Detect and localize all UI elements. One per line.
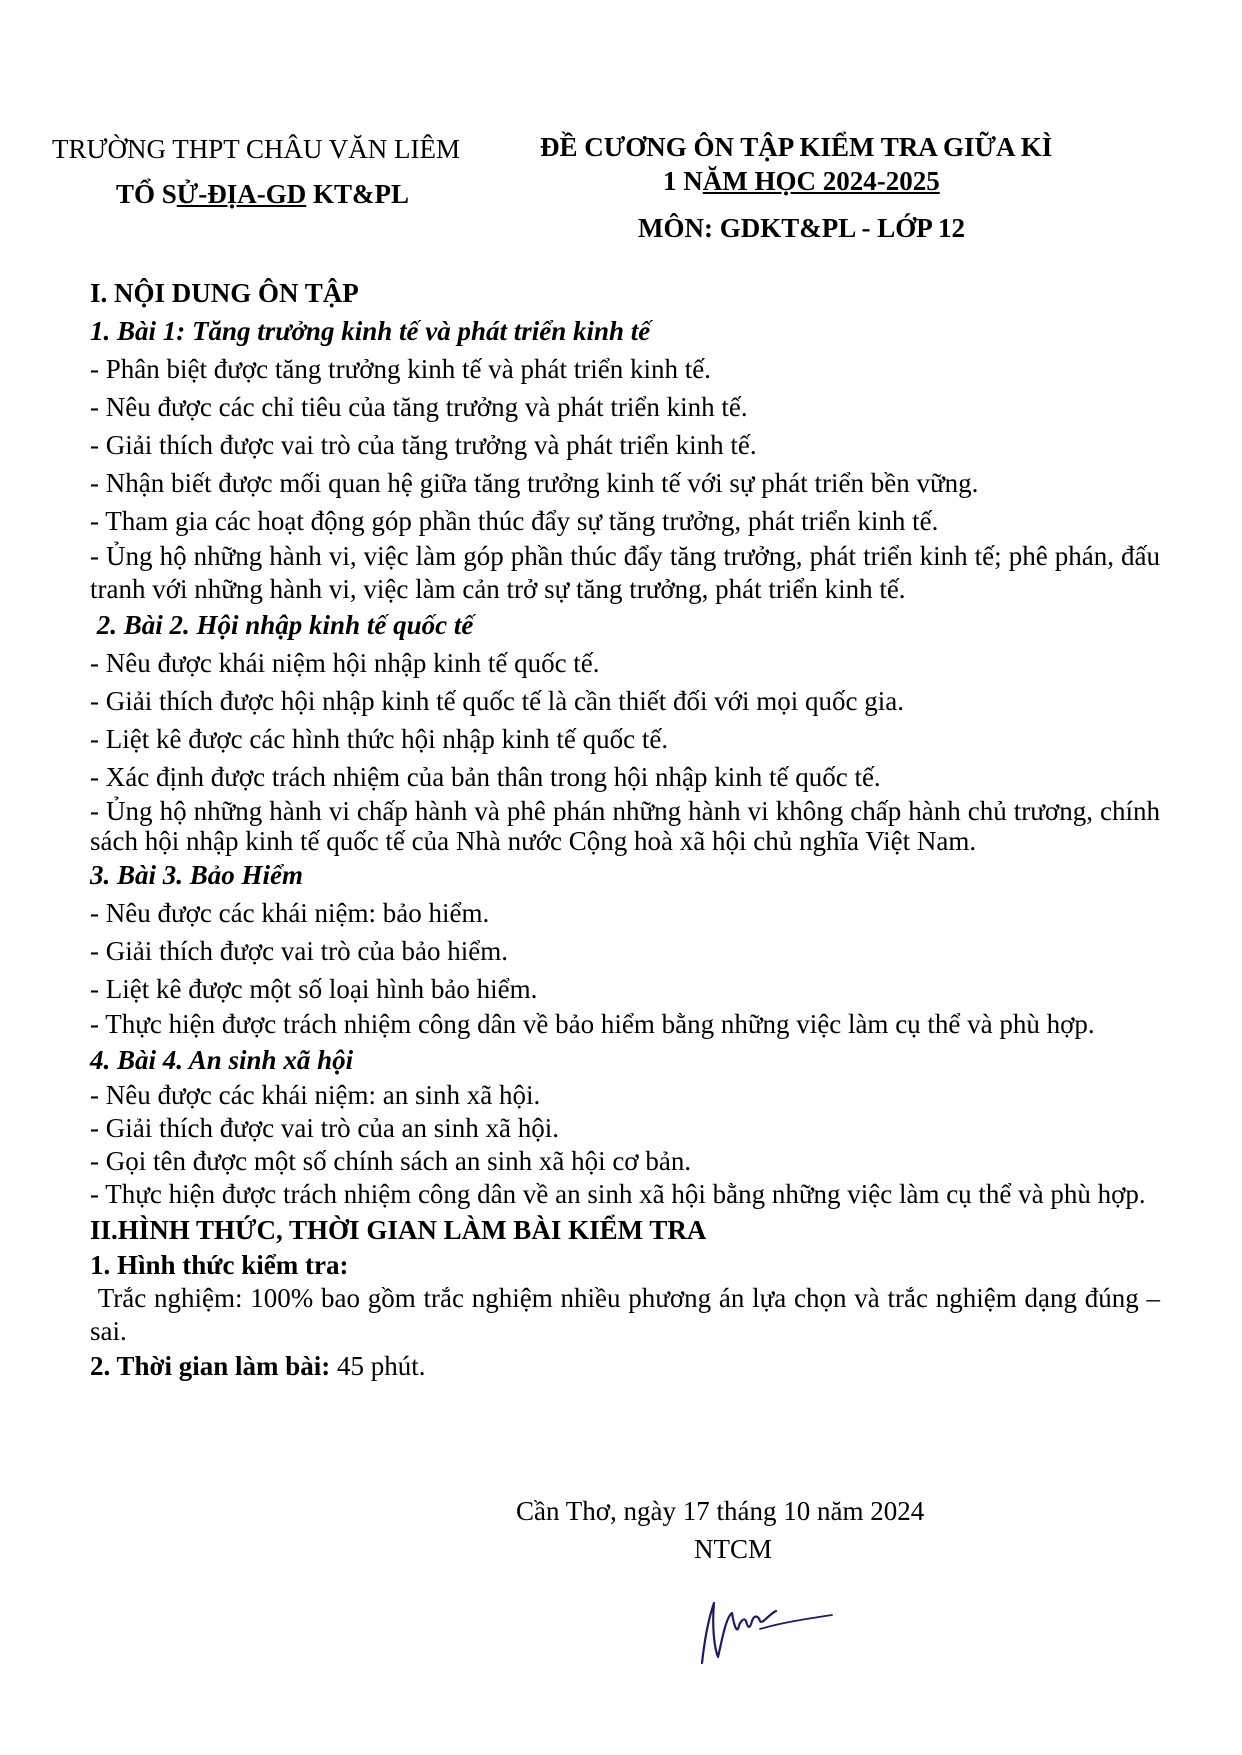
time-line [90,1348,1160,1384]
lesson4-item: - Gọi tên được một số chính sách an sinh xã hội cơ bản. [90,1146,692,1176]
lesson2-item: - Nêu được khái niệm hội nhập kinh tế quốc tế. [90,648,600,678]
form-text: Trắc nghiệm: 100% bao gồm trắc nghiệm nhiều phương án lựa chọn và trắc nghiệm dạng đúng – sai. [90,1283,1167,1346]
time-value: 45 phút. [330,1351,426,1381]
section1-heading: I. NỘI DUNG ÔN TẬP [90,278,359,308]
lesson1-title: 1. Bài 1: Tăng trưởng kinh tế và phát triển kinh tế [90,316,651,346]
lesson1-item: - Giải thích được vai trò của tăng trưởng và phát triển kinh tế. [90,430,757,460]
lesson1-item: - Ủng hộ những hành vi, việc làm góp phần thúc đẩy tăng trưởng, phát triển kinh tế; phê phán, đấu tranh với những hành vi, việc làm cản trở sự tăng trưởng, phát triển kinh tế. [90,541,1160,604]
department-prefix: TỔ S [116,179,177,209]
lesson2-item: - Ủng hộ những hành vi chấp hành và phê phán những hành vi không chấp hành chủ trương, chính sách hội nhập kinh tế quốc tế của Nhà nước Cộng hoà xã hội chủ nghĩa Việt Nam. [90,796,1160,856]
lesson4-item: - Thực hiện được trách nhiệm công dân về an sinh xã hội bằng những việc làm cụ thể và phù hợp. [90,1179,1146,1209]
document-title-line2 [663,165,940,197]
signature-title: NTCM [694,1534,773,1564]
subject-line: MÔN: GDKT&PL - LỚP 12 [638,213,965,243]
lesson3-title: 3. Bài 3. Bảo Hiểm [90,860,304,890]
lesson3-item: - Liệt kê được một số loại hình bảo hiểm. [90,974,538,1004]
lesson3-item: - Nêu được các khái niệm: bảo hiểm. [90,898,490,928]
lesson2-title: 2. Bài 2. Hội nhập kinh tế quốc tế [90,610,474,640]
lesson1-item: - Nêu được các chỉ tiêu của tăng trưởng và phát triển kinh tế. [90,392,748,422]
school-name: TRƯỜNG THPT CHÂU VĂN LIÊM [52,134,460,164]
time-label: 2. Thời gian làm bài: [90,1351,331,1381]
lesson1-item: - Nhận biết được mối quan hệ giữa tăng trưởng kinh tế với sự phát triển bền vững. [90,468,979,498]
signature-date: Cần Thơ, ngày 17 tháng 10 năm 2024 [516,1496,925,1526]
form-label: 1. Hình thức kiểm tra: [90,1250,349,1280]
lesson2-item: - Xác định được trách nhiệm của bản thân trong hội nhập kinh tế quốc tế. [90,762,881,792]
lesson3-item: - Giải thích được vai trò của bảo hiểm. [90,936,509,966]
title-line2-prefix: 1 N [663,166,703,196]
title-line2-underlined: ĂM HỌC 2024-2025 [702,166,940,196]
lesson4-title: 4. Bài 4. An sinh xã hội [90,1045,354,1075]
lesson3-item: - Thực hiện được trách nhiệm công dân về bảo hiểm bằng những việc làm cụ thể và phù hợp. [90,1009,1095,1039]
document-title-line1: ĐỀ CƯƠNG ÔN TẬP KIỂM TRA GIỮA KÌ [540,132,1053,162]
document-body [90,274,1167,1384]
lesson1-item: - Phân biệt được tăng trưởng kinh tế và phát triển kinh tế. [90,354,711,384]
lesson4-item: - Giải thích được vai trò của an sinh xã hội. [90,1113,560,1143]
lesson4-item: - Nêu được các khái niệm: an sinh xã hội. [90,1080,541,1110]
section2-heading: II.HÌNH THỨC, THỜI GIAN LÀM BÀI KIỂM TRA [90,1215,707,1245]
department-suffix: KT&PL [306,179,410,209]
lesson2-item: - Liệt kê được các hình thức hội nhập kinh tế quốc tế. [90,724,669,754]
lesson1-item: - Tham gia các hoạt động góp phần thúc đẩy sự tăng trưởng, phát triển kinh tế. [90,506,939,536]
department-name [116,178,409,210]
department-underlined: Ử-ĐỊA-GD [176,179,307,209]
handwritten-signature [690,1585,840,1675]
lesson2-item: - Giải thích được hội nhập kinh tế quốc tế là cần thiết đối với mọi quốc gia. [90,686,904,716]
